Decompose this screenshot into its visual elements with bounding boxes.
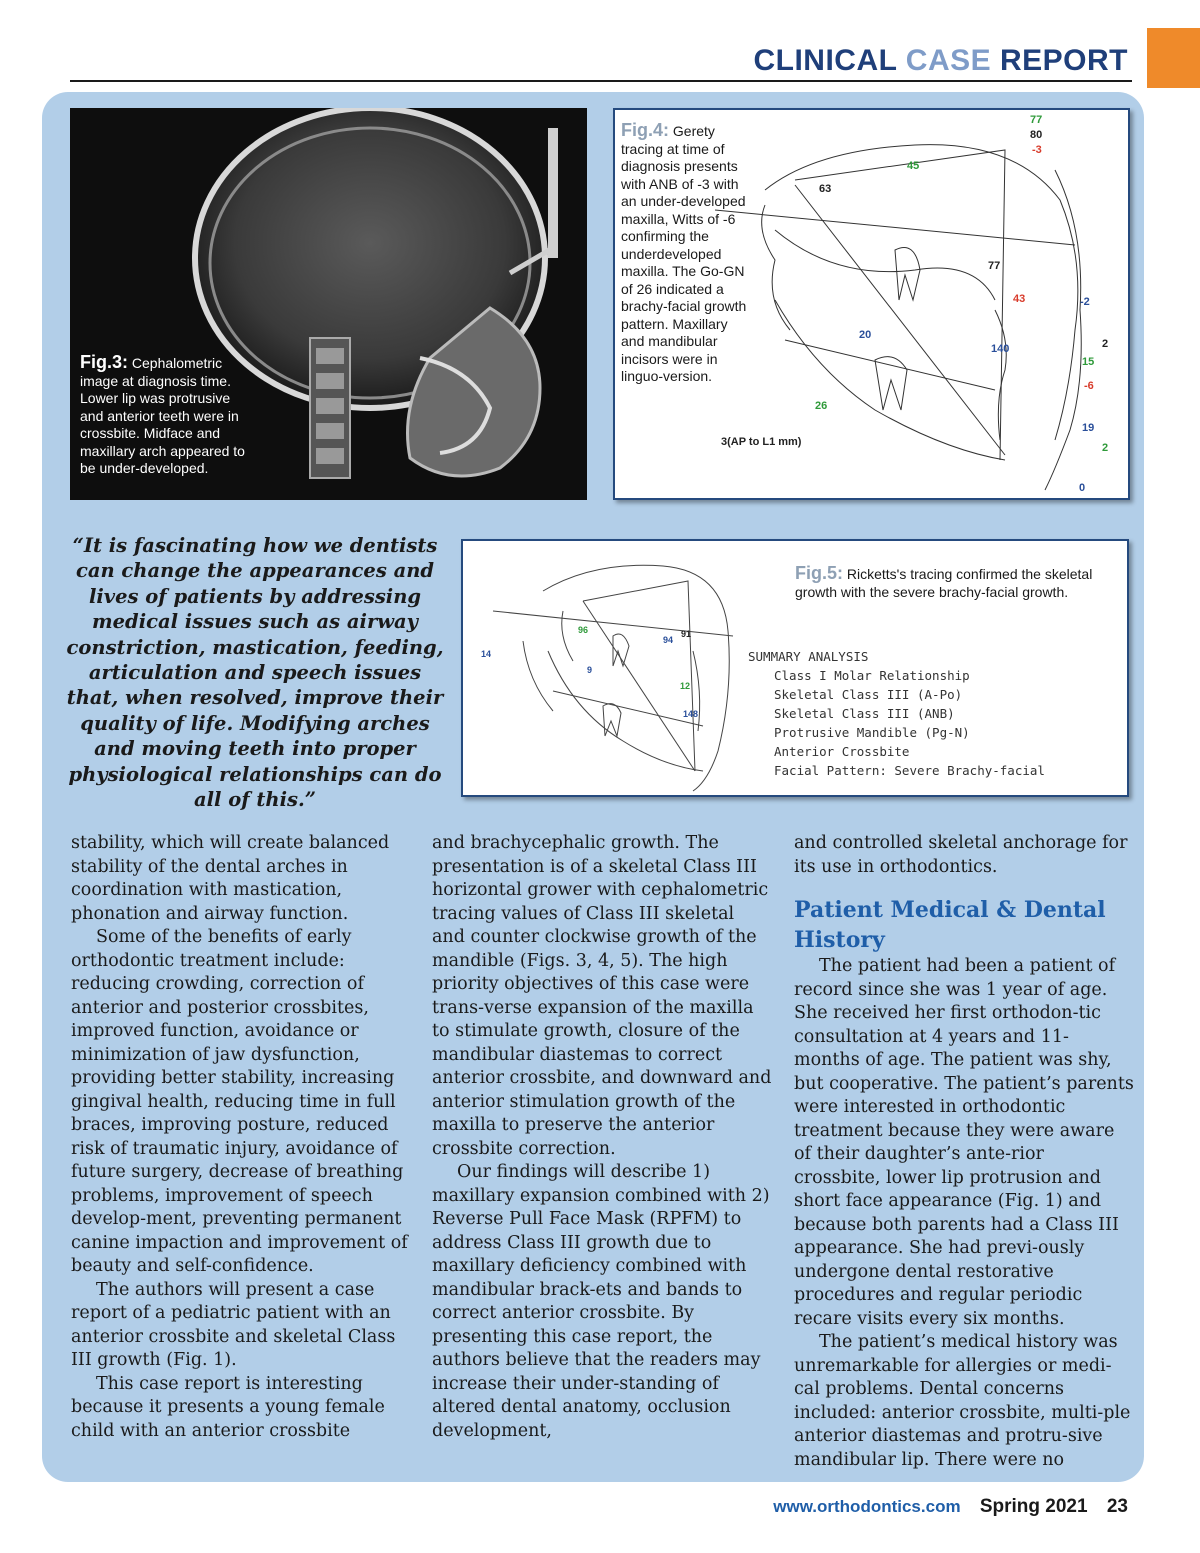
header-title-part3: REPORT [999,44,1128,77]
body-column-2 [432,832,772,1443]
figure-3-label: Fig.3: [80,352,128,372]
figure-3-caption [80,354,250,478]
body-column-1 [71,832,411,1443]
figure-5-label: Fig.5: [795,563,843,583]
tracing-label: 80 [1030,129,1043,141]
tracing-label: 12 [680,681,691,691]
summary-item: Skeletal Class III (A-Po) [774,687,963,702]
tracing-label: 77 [1030,114,1043,126]
footer-season: Spring 2021 [979,1496,1088,1517]
summary-item: Skeletal Class III (ANB) [774,706,955,721]
summary-title: SUMMARY ANALYSIS [748,649,869,664]
tracing-label: 140 [991,343,1010,355]
tracing-label: 96 [578,625,589,635]
tracing-label: 2 [1102,338,1109,350]
page-number: 23 [1106,1496,1128,1517]
tracing-label: 43 [1013,293,1026,305]
figure-3-xray [70,108,587,500]
tracing-label: 19 [1082,422,1095,434]
col1-paragraph-3: The authors will present a case report of a pediatric patient with an anterior crossbite and skeletal Class III growth (Fig. 1). [71,1279,396,1370]
figure-4-tracing [613,108,1130,500]
summary-item: Facial Pattern: Severe Brachy-facial [774,763,1045,778]
figure-3-text: Cephalometric image at diagnosis time. Lower lip was protrusive and anterior teeth were in crossbite. Midface and maxillary arch appeared to be under-developed. [80,355,245,476]
col3-paragraph-1: The patient had been a patient of record since she was 1 year of age. She received her first orthodon-tic consultation at 4 years and 11-months of age. The patient was shy, but cooperative. The patient’s parents were interested in orthodontic treatment because they were aware of their daughter’s ante-rior crossbite, lower lip protrusion and short face appearance (Fig. 1) and because both parents had a Class III appearance. She had previ-ously undergone dental restorative procedures and regular periodic recare visits every six months. [794,956,1134,1329]
figure-5-caption [795,565,1125,601]
tracing-label: 20 [859,329,872,341]
col3-intro: and controlled skeletal anchorage for its use in orthodontics. [794,833,1128,877]
col1-paragraph-4: This case report is interesting because it presents a young female child with an anterior crossbite [71,1373,385,1441]
tracing-label: 3(AP to L1 mm) [721,436,802,448]
section-heading: Patient Medical & Dental History [794,897,1106,953]
summary-item: Protrusive Mandible (Pg-N) [774,725,970,740]
tracing-label: 0 [1079,482,1086,494]
figure-4-text: Gerety tracing at time of diagnosis presents with ANB of -3 with an under-developed maxilla, Witts of -6 confirming the underdeveloped maxilla. The Go-GN of 26 indicated a brachy-facial growth pattern. Maxillary and mandibular incisors were in linguo-version. [621,123,747,384]
figure-5-text: Ricketts's tracing confirmed the skeletal growth with the severe brachy-facial growth. [795,566,1093,600]
tracing-label: 94 [663,635,674,645]
col3-paragraph-2: The patient’s medical history was unremarkable for allergies or medi-cal problems. Dental concerns included: anterior crossbite, multi-ple anterior diastemas and protru-sive mandibular lip. There were no [794,1332,1131,1470]
tracing-label: -3 [1032,144,1042,156]
tracing-label: 2 [1102,442,1109,454]
header-rule [70,80,1132,82]
summary-item: Class I Molar Relationship [774,668,970,683]
header-title-part2: CASE [905,44,992,77]
summary-items [748,666,1045,780]
tracing-label: 63 [819,183,832,195]
body-column-3 [794,832,1134,1472]
tracing-label: -6 [1084,380,1094,392]
pull-quote: “It is fascinating how we dentists can change the appearances and lives of patients by addressing medical issues such as airway constriction, mastication, feeding, articulation and speech issues that, when resolved, improve their quality of life. Modifying arches and moving teeth into proper physiological relationships can do all of this.” [66,534,444,812]
orange-tab [1147,28,1200,88]
page-footer [773,1496,1128,1518]
tracing-label: 14 [481,649,492,659]
footer-url[interactable]: www.orthodontics.com [773,1497,961,1516]
tracing-label: 15 [1082,356,1095,368]
figure-4-caption [621,122,749,386]
summary-item: Anterior Crossbite [774,744,910,759]
tracing-label: 91 [681,629,692,639]
col2-paragraph-1: and brachycephalic growth. The presentation is of a skeletal Class III horizontal grower with cephalometric tracing values of Class III skeletal and counter clockwise growth of the mandible (Figs. 3, 4, 5). The high priority objectives of this case were trans-verse expansion of the maxilla to stimulate growth, closure of the mandibular diastemas to correct anterior crossbite, and downward and anterior stimulation growth of the maxilla to preserve the anterior crossbite correction. [432,833,772,1159]
figure-5-tracing [461,539,1129,797]
col1-paragraph-2: Some of the benefits of early orthodontic treatment include: reducing crowding, correction of anterior and posterior crossbites, improved function, avoidance or minimization of jaw dysfunction, providing better stability, increasing gingival health, reducing time in full braces, improving posture, reduced risk of traumatic injury, avoidance of future surgery, decrease of breathing problems, improvement of speech develop-ment, preventing permanent canine impaction and improvement of beauty and self-confidence. [71,927,408,1276]
header-title [753,44,1128,78]
col1-paragraph-1: stability, which will create balanced stability of the dental arches in coordination with mastication, phonation and airway function. [71,833,390,924]
tracing-label: 9 [587,665,593,675]
tracing-label: 45 [907,160,920,172]
tracing-label: 26 [815,400,828,412]
summary-analysis [748,647,1045,780]
tracing-label: -2 [1080,296,1090,308]
col2-paragraph-2: Our findings will describe 1) maxillary expansion combined with 2) Reverse Pull Face Mask (RPFM) to address Class III growth due to maxillary deficiency combined with mandibular brack-ets and bands to correct anterior crossbite. By presenting this case report, the authors believe that the readers may increase their under-standing of altered dental anatomy, occlusion development, [432,1162,770,1441]
tracing-label: 77 [988,260,1001,272]
tracing-label: 148 [683,709,699,719]
figure-4-label: Fig.4: [621,120,669,140]
header-title-part1: CLINICAL [753,44,897,77]
